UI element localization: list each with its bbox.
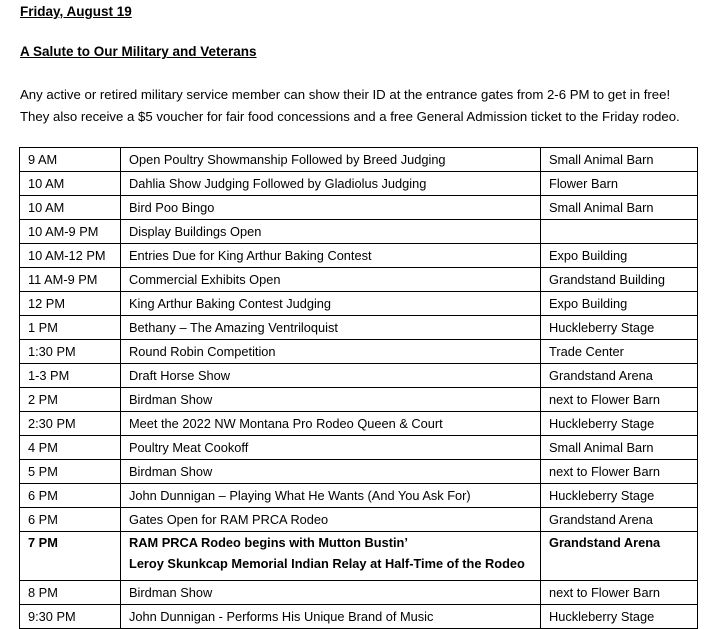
location-cell: Small Animal Barn — [541, 148, 698, 172]
event-cell — [121, 532, 541, 581]
intro-line-2: They also receive a $5 voucher for fair food concessions and a free General Admission ticket to the Friday rodeo. — [20, 109, 680, 124]
table-row — [20, 436, 698, 460]
intro-paragraph — [20, 84, 710, 128]
table-row — [20, 220, 698, 244]
location-cell: Huckleberry Stage — [541, 412, 698, 436]
page-title: A Salute to Our Military and Veterans — [20, 44, 257, 59]
time-cell: 1:30 PM — [20, 340, 121, 364]
location-cell: Grandstand Building — [541, 268, 698, 292]
table-row — [20, 172, 698, 196]
event-cell: Gates Open for RAM PRCA Rodeo — [121, 508, 541, 532]
location-cell: Grandstand Arena — [541, 364, 698, 388]
time-cell: 9:30 PM — [20, 605, 121, 629]
time-cell: 2:30 PM — [20, 412, 121, 436]
event-cell: Poultry Meat Cookoff — [121, 436, 541, 460]
location-cell: next to Flower Barn — [541, 460, 698, 484]
time-cell: 10 AM — [20, 196, 121, 220]
time-cell: 10 AM — [20, 172, 121, 196]
event-cell: Bird Poo Bingo — [121, 196, 541, 220]
location-cell: next to Flower Barn — [541, 388, 698, 412]
event-cell: Birdman Show — [121, 460, 541, 484]
location-cell: Small Animal Barn — [541, 196, 698, 220]
event-cell: Meet the 2022 NW Montana Pro Rodeo Queen & Court — [121, 412, 541, 436]
time-cell: 7 PM — [20, 532, 121, 581]
location-cell: next to Flower Barn — [541, 581, 698, 605]
location-cell: Huckleberry Stage — [541, 605, 698, 629]
event-cell: Draft Horse Show — [121, 364, 541, 388]
location-cell — [541, 220, 698, 244]
event-line-1: RAM PRCA Rodeo begins with Mutton Bustin’ — [129, 535, 408, 550]
intro-line-1: Any active or retired military service member can show their ID at the entrance gates from 2-6 PM to get in free! — [20, 87, 671, 102]
event-cell: King Arthur Baking Contest Judging — [121, 292, 541, 316]
table-row — [20, 605, 698, 629]
time-cell: 10 AM-9 PM — [20, 220, 121, 244]
time-cell: 1 PM — [20, 316, 121, 340]
event-cell: Display Buildings Open — [121, 220, 541, 244]
location-cell: Trade Center — [541, 340, 698, 364]
schedule-table — [19, 147, 698, 629]
table-row — [20, 388, 698, 412]
time-cell: 4 PM — [20, 436, 121, 460]
time-cell: 11 AM-9 PM — [20, 268, 121, 292]
page-date: Friday, August 19 — [20, 4, 132, 19]
location-cell: Huckleberry Stage — [541, 316, 698, 340]
table-row — [20, 196, 698, 220]
event-cell: John Dunnigan - Performs His Unique Brand of Music — [121, 605, 541, 629]
table-row — [20, 460, 698, 484]
event-cell: Bethany – The Amazing Ventriloquist — [121, 316, 541, 340]
table-row — [20, 316, 698, 340]
event-cell: Birdman Show — [121, 388, 541, 412]
time-cell: 1-3 PM — [20, 364, 121, 388]
location-cell: Small Animal Barn — [541, 436, 698, 460]
time-cell: 5 PM — [20, 460, 121, 484]
table-row — [20, 412, 698, 436]
table-row — [20, 268, 698, 292]
event-cell: Open Poultry Showmanship Followed by Breed Judging — [121, 148, 541, 172]
table-row — [20, 364, 698, 388]
table-row — [20, 244, 698, 268]
time-cell: 2 PM — [20, 388, 121, 412]
time-cell: 9 AM — [20, 148, 121, 172]
table-row-highlight — [20, 532, 698, 581]
table-row — [20, 581, 698, 605]
time-cell: 12 PM — [20, 292, 121, 316]
table-row — [20, 292, 698, 316]
table-row — [20, 484, 698, 508]
location-cell: Expo Building — [541, 292, 698, 316]
time-cell: 8 PM — [20, 581, 121, 605]
time-cell: 6 PM — [20, 508, 121, 532]
location-cell: Huckleberry Stage — [541, 484, 698, 508]
event-cell: John Dunnigan – Playing What He Wants (And You Ask For) — [121, 484, 541, 508]
table-row — [20, 148, 698, 172]
time-cell: 10 AM-12 PM — [20, 244, 121, 268]
event-line-2: Leroy Skunkcap Memorial Indian Relay at Half-Time of the Rodeo — [129, 556, 525, 571]
location-cell: Expo Building — [541, 244, 698, 268]
event-cell: Commercial Exhibits Open — [121, 268, 541, 292]
event-cell: Birdman Show — [121, 581, 541, 605]
event-cell: Round Robin Competition — [121, 340, 541, 364]
table-row — [20, 508, 698, 532]
table-row — [20, 340, 698, 364]
location-cell: Flower Barn — [541, 172, 698, 196]
location-cell: Grandstand Arena — [541, 508, 698, 532]
location-cell: Grandstand Arena — [541, 532, 698, 581]
time-cell: 6 PM — [20, 484, 121, 508]
event-cell: Entries Due for King Arthur Baking Contest — [121, 244, 541, 268]
event-cell: Dahlia Show Judging Followed by Gladiolus Judging — [121, 172, 541, 196]
